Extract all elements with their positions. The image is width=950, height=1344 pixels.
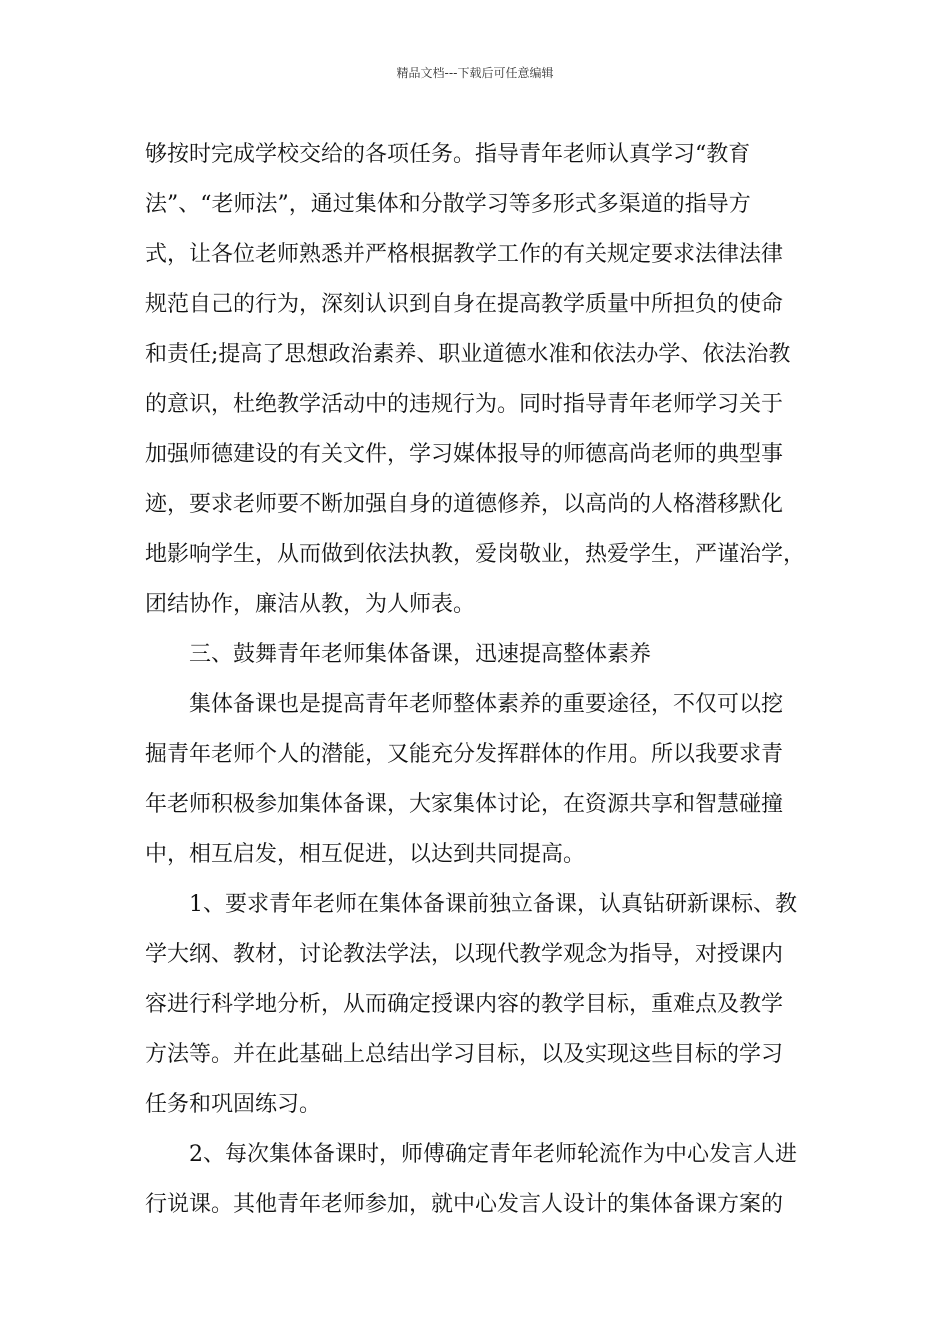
text-line: 法”、“老师法”，通过集体和分散学习等多形式多渠道的指导方 (145, 192, 751, 217)
text-line: 加强师德建设的有关文件，学习媒体报导的师德高尚老师的典型事 (145, 442, 784, 467)
text-line: 任务和巩固练习。 (145, 1092, 322, 1117)
document-body (145, 130, 825, 1230)
text-line: 和责任;提高了思想政治素养、职业道德水准和依法办学、依法治教 (145, 342, 791, 367)
text-line: 规范自己的行为，深刻认识到自身在提高教学质量中所担负的使命 (145, 292, 784, 317)
text-line: 中，相互启发，相互促进，以达到共同提高。 (145, 842, 586, 867)
text-line: 行说课。其他青年老师参加，就中心发言人设计的集体备课方案的 (145, 1192, 784, 1217)
text-line: 容进行科学地分析，从而确定授课内容的教学目标，重难点及教学 (145, 992, 784, 1017)
text-line: 的意识，杜绝教学活动中的违规行为。同时指导青年老师学习关于 (145, 392, 784, 417)
text-line: 方法等。并在此基础上总结出学习目标，以及实现这些目标的学习 (145, 1042, 784, 1067)
text-line: 年老师积极参加集体备课，大家集体讨论，在资源共享和智慧碰撞 (145, 792, 784, 817)
text-line: 式，让各位老师熟悉并严格根据教学工作的有关规定要求法律法律 (145, 242, 784, 267)
text-line: 地影响学生，从而做到依法执教，爱岗敬业，热爱学生，严谨治学， (145, 542, 806, 567)
text-line: 1、要求青年老师在集体备课前独立备课，认真钻研新课标、教 (189, 892, 797, 917)
text-line: 集体备课也是提高青年老师整体素养的重要途径，不仅可以挖 (189, 692, 784, 717)
text-line: 掘青年老师个人的潜能，又能充分发挥群体的作用。所以我要求青 (145, 742, 784, 767)
page-header: 精品文档---下载后可任意编辑 (396, 66, 554, 80)
text-line: 够按时完成学校交给的各项任务。指导青年老师认真学习“教育 (145, 142, 751, 167)
text-line: 迹，要求老师要不断加强自身的道德修养，以高尚的人格潜移默化 (145, 492, 784, 517)
section-heading: 三、鼓舞青年老师集体备课，迅速提高整体素养 (189, 642, 652, 667)
text-line: 学大纲、教材，讨论教法学法，以现代教学观念为指导，对授课内 (145, 942, 784, 967)
text-line: 团结协作，廉洁从教，为人师表。 (145, 592, 476, 617)
text-line: 2、每次集体备课时，师傅确定青年老师轮流作为中心发言人进 (189, 1142, 797, 1167)
